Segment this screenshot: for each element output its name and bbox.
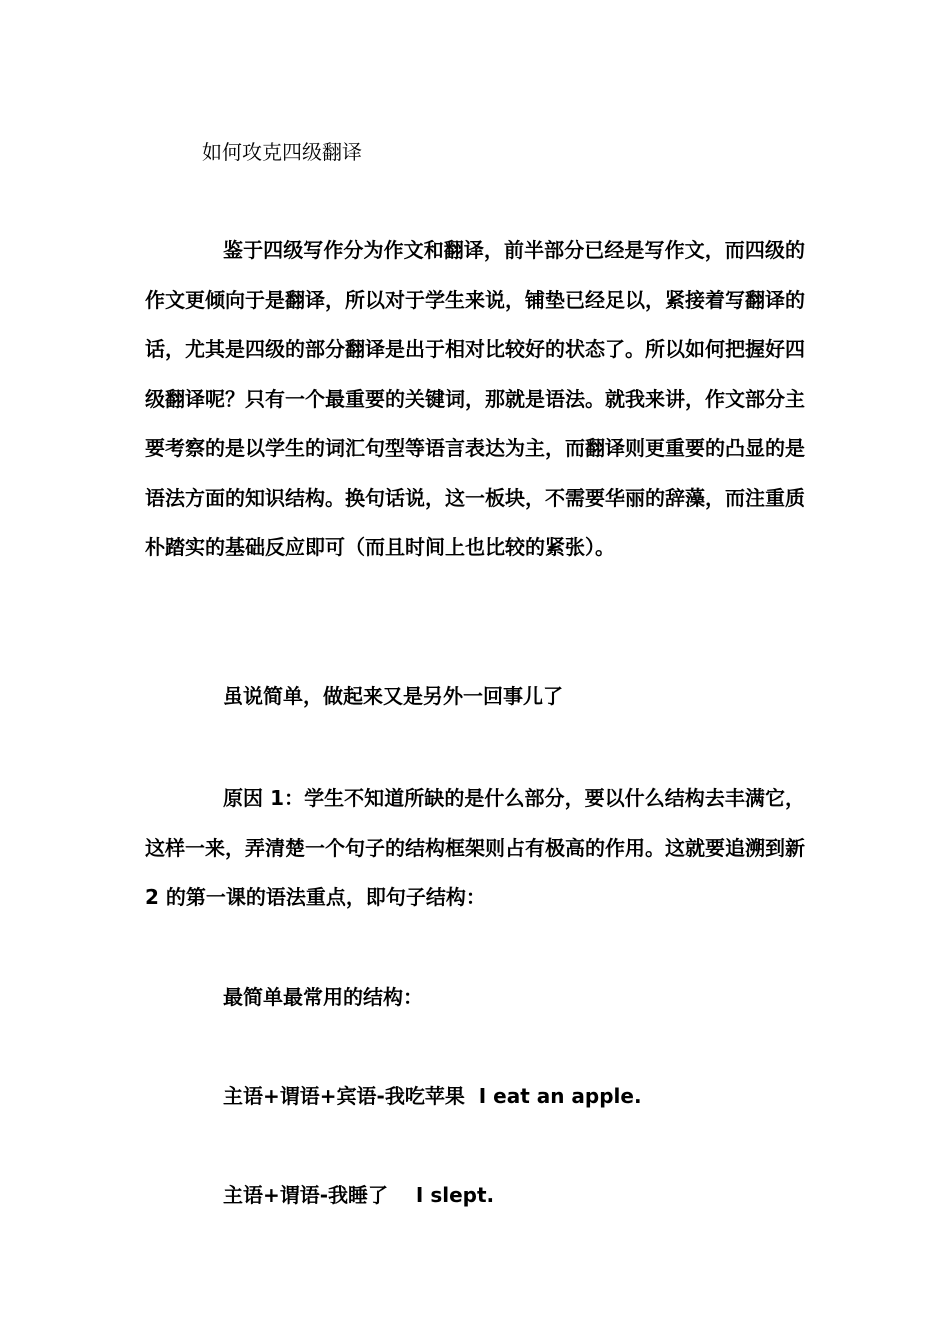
paragraph-structure-heading: 最简单最常用的结构： (223, 985, 423, 1009)
paragraph-simple: 虽说简单，做起来又是另外一回事儿了 (223, 684, 563, 708)
paragraph-intro: 鉴于四级写作分为作文和翻译，前半部分已经是写作文，而四级的作文更倾向于是翻译，所以对于学生来说，铺垫已经足以，紧接着写翻译的话，尤其是四级的部分翻译是出于相对比较好的状态了。所以如何把握好四级翻译呢？只有一个最重要的关键词，那就是语法。就我来讲，作文部分主要考察的是以学生的词汇句型等语言表达为主，而翻译则更重要的凸显的是语法方面的知识结构。换句话说，这一板块，不需要华丽的辞藻，而注重质朴踏实的基础反应即可（而且时间上也比较的紧张）。 (145, 238, 805, 559)
document-title: 如何攻克四级翻译 (202, 140, 362, 164)
paragraph-sv-example: 主语+谓语-我睡了 I slept. (223, 1183, 495, 1207)
paragraph-reason-1: 原因 1：学生不知道所缺的是什么部分，要以什么结构去丰满它，这样一来，弄清楚一个句子的结构框架则占有极高的作用。这就要追溯到新 2 的第一课的语法重点，即句子结构： (145, 786, 805, 909)
paragraph-svo-example: 主语+谓语+宾语-我吃苹果 I eat an apple. (223, 1084, 642, 1108)
